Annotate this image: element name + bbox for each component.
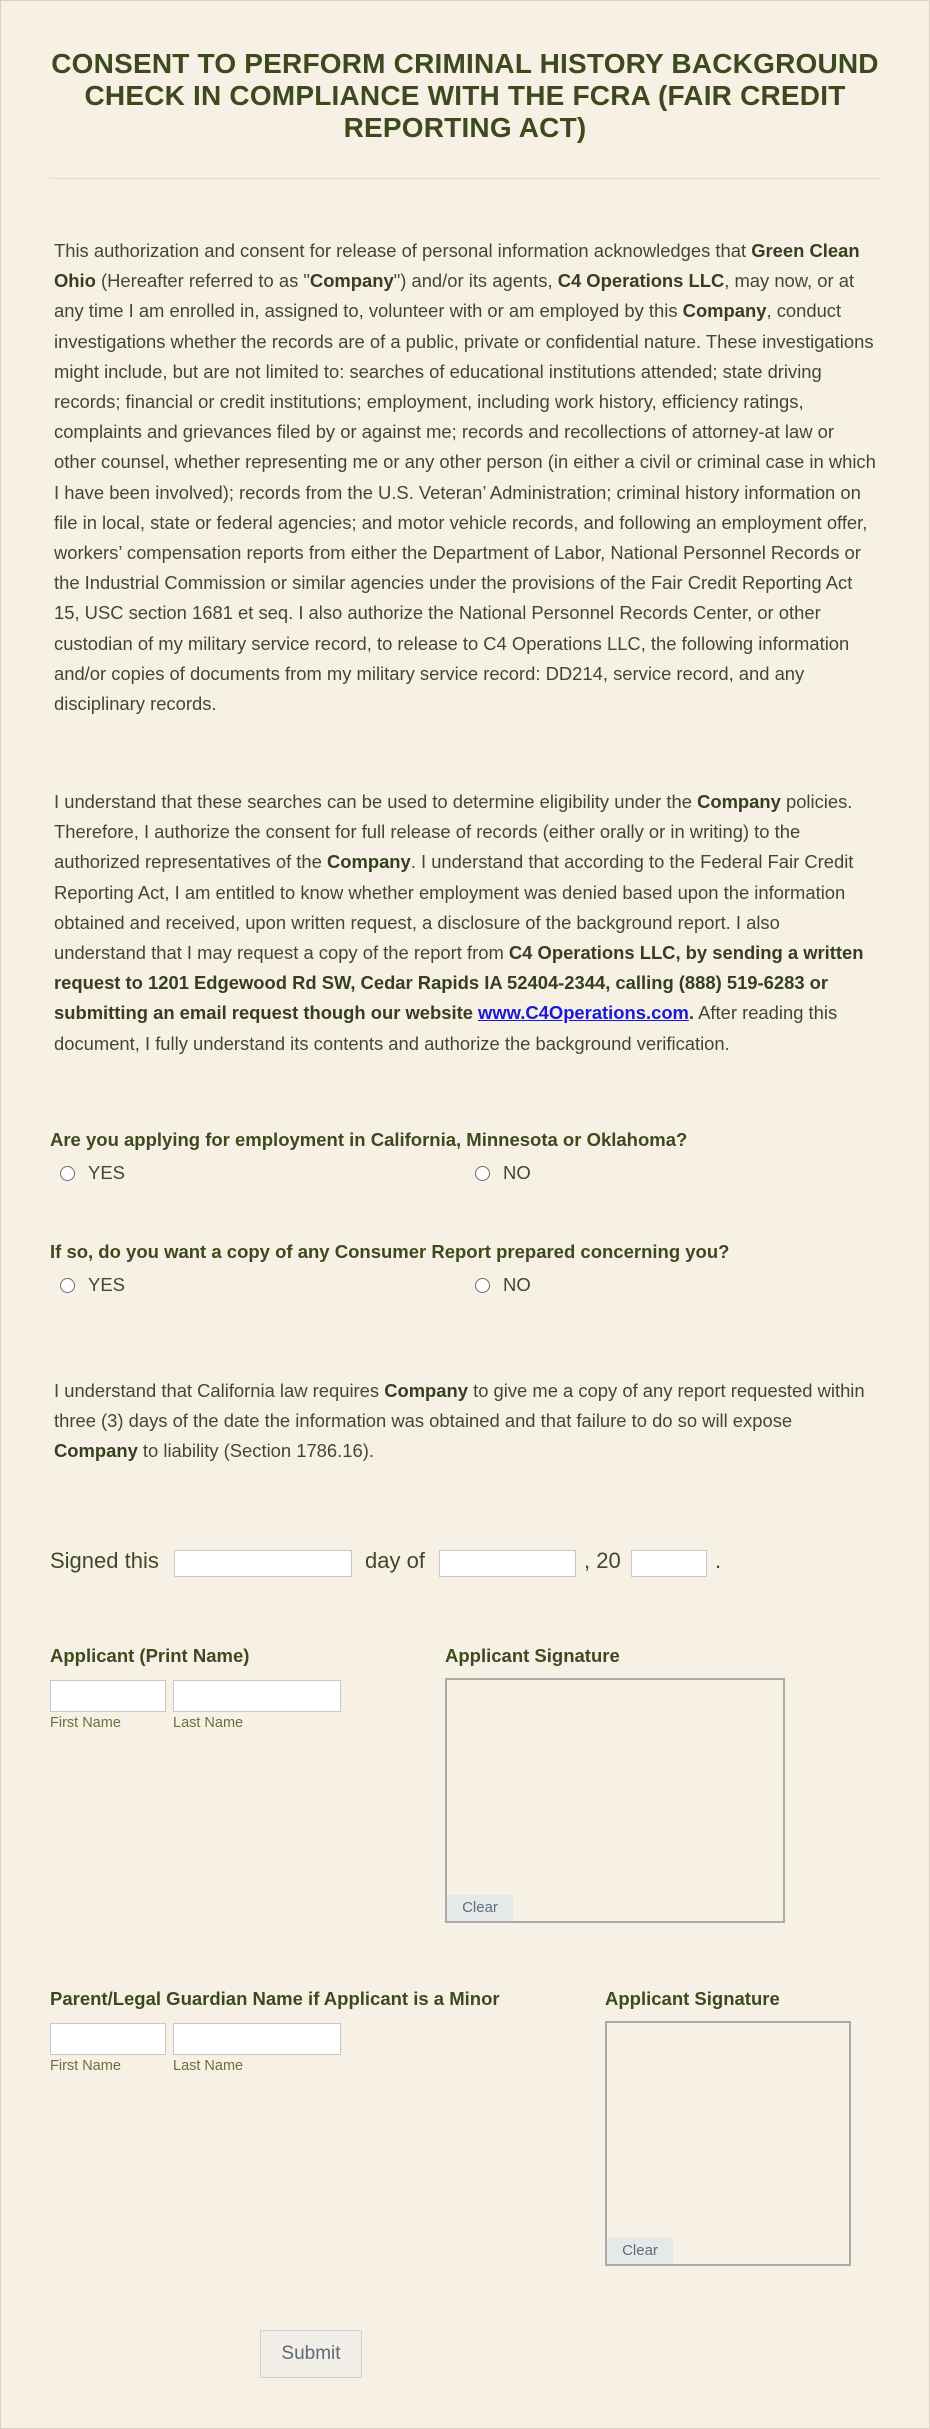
guardian-last-name-sublabel: Last Name bbox=[173, 2058, 244, 2074]
paragraph3-run: Company bbox=[54, 1440, 138, 1462]
applicant-signature-pad[interactable] bbox=[445, 1678, 785, 1923]
applicant-last-name-sublabel: Last Name bbox=[173, 1715, 244, 1731]
signed-this-label: Signed this bbox=[50, 1548, 159, 1573]
q2-no-option[interactable] bbox=[475, 1274, 531, 1296]
q1-yes-label: YES bbox=[88, 1162, 126, 1183]
guardian-first-name-sublabel: First Name bbox=[50, 2058, 121, 2074]
paragraph2-run: . bbox=[688, 1002, 695, 1024]
paragraph3-run: to liability (Section 1786.16). bbox=[137, 1440, 374, 1462]
california-paragraph bbox=[54, 1376, 876, 1467]
form-title: CONSENT TO PERFORM CRIMINAL HISTORY BACKGROUND CHECK IN COMPLIANCE WITH THE FCRA (FAIR CREDIT REPORTING ACT) bbox=[51, 48, 879, 143]
q2-no-label: NO bbox=[503, 1274, 531, 1295]
q2-yes-option[interactable] bbox=[60, 1274, 125, 1296]
paragraph3-run: Company bbox=[384, 1380, 468, 1401]
applicant-name-label: Applicant (Print Name) bbox=[50, 1645, 250, 1666]
paragraph2-run: policies. Therefore, I authorize the consent for full release of records (either orally or in writing) to the authorized representatives of the bbox=[54, 791, 853, 873]
year-prefix-label: , 20 bbox=[584, 1548, 621, 1573]
paragraph3-run: to give me a copy of any report requested within three (3) days of the date the information was obtained and that failure to do so will expose bbox=[54, 1380, 865, 1432]
q2-yes-label: YES bbox=[88, 1274, 126, 1295]
q2-yes-radio[interactable] bbox=[60, 1278, 75, 1293]
paragraph1-run: (Hereafter referred to as " bbox=[95, 270, 310, 292]
paragraph2-run: After reading this document, I fully understand its contents and authorize the background verification. bbox=[54, 1002, 838, 1054]
signed-month-input[interactable] bbox=[439, 1550, 576, 1577]
guardian-signature-clear-button[interactable]: Clear bbox=[607, 2238, 673, 2264]
guardian-name-label: Parent/Legal Guardian Name if Applicant is a Minor bbox=[50, 1988, 500, 2009]
guardian-last-name-input[interactable] bbox=[173, 2023, 341, 2055]
paragraph1-run: This authorization and consent for release of personal information acknowledges that bbox=[54, 240, 752, 261]
paragraph2-run: Company bbox=[326, 851, 411, 873]
applicant-first-name-sublabel: First Name bbox=[50, 1715, 121, 1731]
applicant-signature-label: Applicant Signature bbox=[445, 1645, 620, 1666]
q1-no-option[interactable] bbox=[475, 1162, 531, 1184]
day-of-label: day of bbox=[365, 1548, 425, 1573]
applicant-signature-clear-button[interactable]: Clear bbox=[447, 1895, 513, 1921]
applicant-first-name-input[interactable] bbox=[50, 1680, 166, 1712]
signed-year-input[interactable] bbox=[631, 1550, 707, 1577]
paragraph2-run: Company bbox=[697, 791, 781, 812]
website-link[interactable]: www.C4Operations.com bbox=[478, 1002, 689, 1024]
paragraph1-run: Green Clean Ohio bbox=[54, 240, 860, 292]
paragraph1-run: C4 Operations LLC bbox=[557, 270, 725, 292]
signed-period: . bbox=[715, 1548, 722, 1573]
question-1-label: Are you applying for employment in California, Minnesota or Oklahoma? bbox=[50, 1129, 688, 1150]
q1-no-label: NO bbox=[503, 1162, 531, 1183]
paragraph1-run: Company bbox=[309, 270, 394, 292]
paragraph3-run: I understand that California law requires bbox=[54, 1380, 385, 1401]
q2-no-radio[interactable] bbox=[475, 1278, 490, 1293]
applicant-last-name-input[interactable] bbox=[173, 1680, 341, 1712]
consent-paragraph-2 bbox=[54, 787, 876, 1059]
guardian-signature-pad[interactable] bbox=[605, 2021, 851, 2266]
q1-no-radio[interactable] bbox=[475, 1166, 490, 1181]
paragraph1-run: , may now, or at any time I am enrolled in, assigned to, volunteer with or am employed by this bbox=[54, 270, 855, 322]
guardian-first-name-input[interactable] bbox=[50, 2023, 166, 2055]
paragraph2-run: I understand that these searches can be used to determine eligibility under the bbox=[54, 791, 698, 812]
paragraph1-run: ") and/or its agents, bbox=[393, 270, 558, 292]
signed-day-input[interactable] bbox=[174, 1550, 352, 1577]
paragraph2-run: . I understand that according to the Federal Fair Credit Reporting Act, I am entitled to know whether employment was denied based upon the information obtained and received, upon written request, a disclosure of the background report. I also understand that I may request a copy of the report from bbox=[54, 851, 854, 964]
paragraph2-run: C4 Operations LLC, by sending a written request to 1201 Edgewood Rd SW, Cedar Rapids IA 52404-2344, calling (888) 519-6283 or submitting an email request though our website bbox=[54, 942, 864, 1024]
submit-button[interactable]: Submit bbox=[260, 2330, 362, 2378]
paragraph1-run: , conduct investigations whether the records are of a public, private or confidential nature. These investigations might include, but are not limited to: searches of educational institutions attended; state driving records; financial or credit institutions; employment, including work history, efficiency ratings, complaints and grievances filed by or against me; records and recollections of attorney-at law or other counsel, whether representing me or any other person (in either a civil or criminal case in which I have been involved); records from the U.S. Veteran’ Administration; criminal history information on file in local, state or federal agencies; and motor vehicle records, and following an employment offer, workers’ compensation reports from either the Department of Labor, National Personnel Records or the Industrial Commission or similar agencies under the provisions of the Fair Credit Reporting Act 15, USC section 1681 et seq. I also authorize the National Personnel Records Center, or other custodian of my military service record, to release to C4 Operations LLC, the following information and/or copies of documents from my military service record: DD214, service record, and any disciplinary records. bbox=[54, 300, 876, 715]
question-2-label: If so, do you want a copy of any Consumer Report prepared concerning you? bbox=[50, 1241, 730, 1262]
consent-paragraph-1 bbox=[54, 236, 876, 719]
guardian-signature-label: Applicant Signature bbox=[605, 1988, 780, 2009]
title-divider bbox=[50, 178, 880, 179]
q1-yes-radio[interactable] bbox=[60, 1166, 75, 1181]
paragraph1-run: Company bbox=[682, 300, 767, 322]
q1-yes-option[interactable] bbox=[60, 1162, 125, 1184]
